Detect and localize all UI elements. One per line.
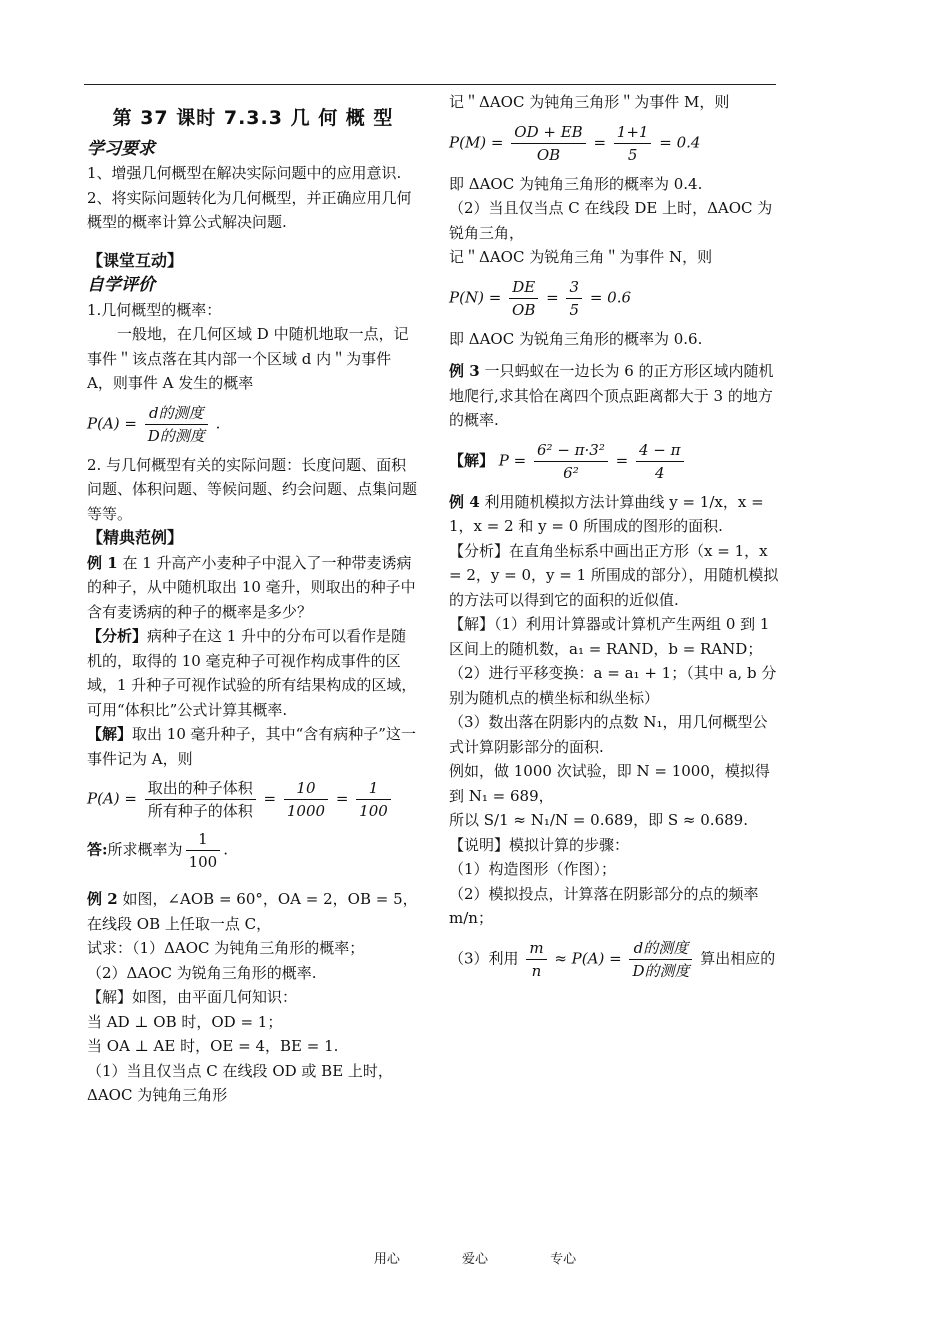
example-2-sol-1: 【解】如图，由平面几何知识： (87, 988, 298, 1006)
fraction (614, 121, 652, 166)
example-2-text: 如图，∠AOB = 60°，OA = 2，OB = 5，在线段 OB 上任取一点 C， (87, 890, 418, 933)
example-4-text: 利用随机模拟方法计算曲线 y = 1/x，x = 1，x = 2 和 y = 0 所围成的图形的面积. (449, 492, 764, 535)
period: . (215, 414, 221, 432)
formula-lhs: P(N) = (449, 288, 502, 306)
example-2-sol-4: （1）当且仅当点 C 在线段 OD 或 BE 上时，ΔAOC 为钝角三角形 (87, 1061, 393, 1104)
formula-lhs: P = (498, 451, 527, 469)
note-1: （1）构造图形（作图）； (449, 860, 617, 878)
fraction (145, 777, 256, 822)
example-4-label: 例 4 (449, 492, 480, 511)
examples-heading: 【精典范例】 (87, 528, 184, 547)
note-2: （2）模拟投点，计算落在阴影部分的点的频率 m/n； (449, 884, 759, 927)
denominator: 4 (654, 463, 665, 482)
numerator: OD + EB (511, 121, 585, 144)
numerator: m (526, 937, 546, 960)
footer-text-3: 专心 (550, 1252, 577, 1267)
denominator: OB (512, 300, 536, 319)
event-n-definition: 记＂ΔAOC 为锐角三角＂为事件 N，则 (449, 248, 713, 266)
numerator: 6² − π·3² (534, 439, 608, 462)
fraction (356, 777, 391, 822)
numerator: 1 (356, 777, 391, 800)
formula-lhs: ≈ P(A) = (554, 949, 622, 967)
numerator: 1+1 (614, 121, 652, 144)
example-2-sol-3: 当 OA ⊥ AE 时，OE = 4，BE = 1. (87, 1037, 339, 1055)
acute-condition: （2）当且仅当点 C 在线段 DE 上时，ΔAOC 为锐角三角， (449, 199, 773, 242)
right-column (449, 90, 779, 988)
numerator: d的测度 (629, 937, 692, 960)
left-column: 第 37 课时 7.3.3 几 何 概 型 学习要求 1、增强几何概型在解决实际问题中的应用意识. 2、将实际问题转化为几何概型，并正确应用几何概型的概率计算公式解决问题. 【课堂互动】 自学评价 1.几何概型的概率： 一般地，在几何区域 D 中随机地取一点，记事件＂该点落在其内部一个区域 d 内＂为事件 A，则事件 A 发生的概率 P(A) = $\frac{\text{d的测度}}{\text{D的测度}}$ . 2. 与几何概型有关的实际问题：长度问题、面积问题、体积问题、等候问题、约会问题、点集问题等等。 【精典范例】 例 1 在 1 升高产小麦种子中混入了一种带麦诱病的种子，从中随机取出 10 毫升，则取出的种子中含有麦诱病的种子的概率是多少？ 【分析】病种子在这 1 升中的分布可以看作是随机的，取得的 10 毫克种子可视作构成事件的区域，1 升种子可视作试验的所有结果构成的区域，可用“体积比”公式计算其概率. 【解】取出 10 毫升种子，其中“含有病种子”这一事件记为 A，则 P(A) = $\frac{\text{取出的种子体积}}{\text{所有种子的体积}}$ = $\frac{10}{1000}$ = $\frac{1}{100}$ 答:所求概率为 $\frac{1}{100}$ . 例 2 如图，∠AOB = 60°，OA = 2，OB = 5，在线段 OB 上任取一点 C， 试求：（1）ΔAOC 为钝角三角形的概率； （2）ΔAOC 为锐角三角形的概率. 【解】如图，由平面几何知识： 当 AD ⊥ OB 时，OD = 1； 当 OA ⊥ AE 时，OE = 4，BE = 1. （1）当且仅当点 C 在线段 OD 或 BE 上时，ΔAOC 为钝角三角形 (87, 90, 419, 1108)
denominator: 5 (569, 300, 580, 319)
example-3-text: 一只蚂蚁在一边长为 6 的正方形区域内随机地爬行,求其恰在离四个顶点距离都大于 3 的地方的概率. (449, 362, 774, 429)
header-rule (84, 84, 776, 85)
classroom-heading: 【课堂互动】 (87, 250, 184, 270)
example-4-sol-5: 所以 S/1 ≈ N₁/N = 0.689，即 S ≈ 0.689. (449, 811, 748, 829)
definition-title: 1.几何概型的概率： (87, 300, 222, 319)
footer-text-1: 用心 (373, 1252, 400, 1267)
footer-text-2: 爱心 (461, 1252, 488, 1267)
pn-formula: P(N) = $\frac{DE}{OB}$ = $\frac{3}{5}$ = 0.6 (449, 277, 632, 319)
denominator: D的测度 (632, 961, 690, 980)
denominator: 6² (563, 463, 579, 482)
denominator: 1000 (286, 802, 326, 820)
fraction (186, 828, 221, 873)
fraction (145, 402, 208, 447)
note-3-tail: 算出相应的 (700, 949, 776, 967)
example-3-formula: 【解】 P = $\frac{\text{6² − π·3²}}{\text{6²}}$ = $\frac{4 - \pi}{4}$ (449, 439, 779, 484)
formula-lhs: P(A) = (87, 414, 137, 432)
fraction (629, 937, 692, 982)
formula-lhs: P(M) = (449, 133, 504, 151)
denominator: 100 (359, 802, 388, 820)
example-4-sol-3: （3）数出落在阴影内的点数 N₁，用几何概型公式计算阴影部分的面积. (449, 713, 768, 756)
numerator: 10 (284, 777, 328, 800)
example-4-sol-1: 【解】（1）利用计算器或计算机产生两组 0 到 1 区间上的随机数，a₁ = RAND，b = RAND； (449, 615, 770, 658)
requirement-1: 1、增强几何概型在解决实际问题中的应用意识. (87, 164, 402, 182)
example-1-solution: 取出 10 毫升种子，其中“含有病种子”这一事件记为 A，则 (87, 725, 416, 768)
example-1-label: 例 1 (87, 553, 118, 572)
definition-text: 一般地，在几何区域 D 中随机地取一点，记事件＂该点落在其内部一个区域 d 内＂为事件 A，则事件 A 发生的概率 (87, 325, 409, 392)
analysis-label: 【分析】 (87, 627, 148, 645)
definition-formula (87, 402, 419, 447)
example-2-sol-2: 当 AD ⊥ OB 时，OD = 1； (87, 1012, 283, 1031)
example-1-text: 在 1 升高产小麦种子中混入了一种带麦诱病的种子，从中随机取出 10 毫升，则取出的种子中含有麦诱病的种子的概率是多少？ (87, 553, 416, 621)
numerator: d的测度 (145, 402, 208, 425)
formula-lhs: P(A) = (87, 789, 137, 808)
denominator: 100 (188, 853, 218, 871)
note-heading: 【说明】模拟计算的步骤： (449, 835, 630, 854)
numerator: DE (509, 276, 538, 299)
fraction (566, 276, 582, 321)
event-m-definition: 记＂ΔAOC 为钝角三角形＂为事件 M，则 (449, 93, 730, 111)
example-2-label: 例 2 (87, 890, 118, 908)
problem-types: 2. 与几何概型有关的实际问题：长度问题、面积问题、体积问题、等候问题、约会问题、点集问题等等。 (87, 455, 418, 523)
solution-label: 【解】 (449, 451, 495, 469)
example-2-q1: 试求：（1）ΔAOC 为钝角三角形的概率； (87, 939, 365, 957)
example-2-q2: （2）ΔAOC 为锐角三角形的概率. (87, 963, 317, 982)
example-4-sol-4: 例如，做 1000 次试验，即 N = 1000，模拟得到 N₁ = 689， (449, 762, 770, 805)
numerator: 取出的种子体积 (145, 777, 256, 800)
page-footer (0, 1248, 950, 1267)
numerator: 4 − π (636, 439, 684, 462)
denominator: OB (536, 145, 561, 164)
solution-label: 【解】 (87, 725, 133, 743)
numerator: 1 (186, 828, 221, 851)
note-3 (449, 937, 779, 982)
requirement-2: 2、将实际问题转化为几何概型，并正确应用几何概型的概率计算公式解决问题. (87, 188, 412, 231)
fraction (511, 121, 585, 166)
fraction (284, 777, 328, 822)
example-3-label: 例 3 (449, 362, 480, 380)
self-eval-heading: 自学评价 (87, 275, 155, 295)
obtuse-result: 即 ΔAOC 为钝角三角形的概率为 0.4. (449, 174, 703, 193)
fraction (534, 439, 608, 484)
answer-label: 答: (87, 840, 108, 859)
fraction (526, 937, 546, 982)
answer-text: 所求概率为 (107, 840, 183, 859)
requirements-heading: 学习要求 (87, 138, 155, 159)
denominator: n (531, 961, 542, 980)
formula-value: = 0.6 (589, 288, 632, 306)
denominator: D的测度 (147, 426, 205, 445)
note-3-text: （3）利用 (449, 949, 519, 967)
fraction (636, 439, 684, 484)
pm-formula: P(M) = $\frac{OD + EB}{OB}$ = $\frac{1+1}{5}$ = 0.4 (449, 122, 701, 164)
denominator: 所有种子的体积 (147, 802, 253, 820)
example-1-analysis: 病种子在这 1 升中的分布可以看作是随机的，取得的 10 毫克种子可视作构成事件的区域，1 升种子可视作试验的所有结果构成的区域，可用“体积比”公式计算其概率. (87, 627, 417, 719)
page-title: 第 37 课时 7.3.3 几 何 概 型 (112, 107, 394, 129)
example-1-formula: P(A) = $\frac{\text{取出的种子体积}}{\text{所有种子的体积}}$ = $\frac{10}{1000}$ = $\frac{1}{100}$ (87, 777, 419, 822)
denominator: 5 (627, 145, 638, 164)
formula-value: = 0.4 (659, 133, 701, 151)
example-4-analysis: 【分析】在直角坐标系中画出正方形（x = 1，x = 2，y = 0，y = 1 所围成的部分），用随机模拟的方法可以得到它的面积的近似值. (449, 541, 779, 609)
numerator: 3 (566, 276, 582, 299)
fraction (509, 276, 538, 321)
example-4-sol-2: （2）进行平移变换：a = a₁ + 1；（其中 a, b 分别为随机点的横坐标和纵坐标） (449, 664, 777, 707)
acute-result: 即 ΔAOC 为锐角三角形的概率为 0.6. (449, 329, 703, 348)
